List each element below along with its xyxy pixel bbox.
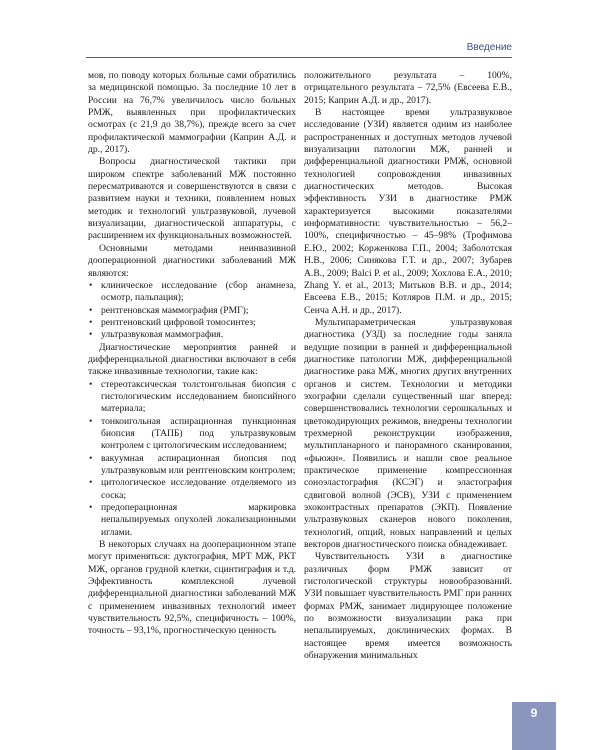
left-column xyxy=(88,70,296,638)
right-paragraph-2: В настоящее время ультразвуковое исследование (УЗИ) является одним из наиболее распространенных и доступных методов лучевой визуализации патологии МЖ, ранней и дифференциальной диагностики РМЖ, основной технологией сопровождения инвазивных диагностических методов. Высокая эффективность УЗИ в диагностике РМЖ характеризуется высокими показателями информативности: чувствительностью – 56,2–100%, специфичностью – 45–98% (Трофимова Е.Ю., 2002; Корженкова Г.П., 2004; Заболотская Н.В., 2006; Синякова Г.Т. и др., 2007; Зубарев А.В., 2009; Balci P. et al., 2009; Хохлова Е.А., 2010; Zhang Y. et al., 2013; Митьков В.В. и др., 2014; Евсеева Е.В., 2015; Котляров П.М. и др., 2015; Сенча А.Н. и др., 2017). xyxy=(304,107,512,316)
right-paragraph-4: Чувствительность УЗИ в диагностике различных форм РМЖ зависит от гистологической структуры новообразований. УЗИ повышает чувствительность РМГ при ранних формах РМЖ, занимает лидирующее положение по возможности визуализации рака при непальпируемых, доклинических формах. В настоящее время имеется возможность обнаружения минимальных xyxy=(304,551,512,662)
page-number: 9 xyxy=(530,706,538,720)
left-paragraph-4: Диагностические мероприятия ранней и дифференциальной диагностики включают в себя также инвазивные технологии, такие как: xyxy=(88,341,296,378)
left-paragraph-3: Основными методами неинвазивной дооперационной диагностики заболеваний МЖ являются: xyxy=(88,242,296,279)
list-item: • рентгеновская маммография (РМГ); xyxy=(88,305,296,317)
right-column xyxy=(304,70,512,663)
list-item: • вакуумная аспирационная биопсия под ультразвуковым или рентгеновским контролем; xyxy=(88,453,296,478)
list-item: • рентгеновский цифровой томосинтез; xyxy=(88,317,296,329)
right-paragraph-1: положительного результата – 100%, отрицательного результата – 72,5% (Евсеева Е.В., 2015; Каприн А.Д. и др., 2017). xyxy=(304,70,512,106)
list-item: • клиническое исследование (сбор анамнеза, осмотр, пальпация); xyxy=(88,280,296,305)
header-section-label: Введение xyxy=(466,42,512,53)
list-item: • ультразвуковая маммография. xyxy=(88,329,296,341)
list-item: • стереотаксическая толстоигольная биопсия с гистологическим исследованием биопсийного материала; xyxy=(88,379,296,416)
left-paragraph-5: В некоторых случаях на дооперационном этапе могут применяться: дуктография, МРТ МЖ, РКТ МЖ, органов грудной клетки, сцинтиграфия и т.д. Эффективность комплексной лучевой дифференциальной диагностики заболеваний МЖ с применением инвазивных технологий имеет чувствительность 92,5%, специфичность – 100%, точность – 93,1%, прогностическую ценность xyxy=(88,539,296,637)
header-rule xyxy=(86,57,512,58)
right-paragraph-3: Мультипараметрическая ультразвуковая диагностика (УЗД) за последние годы заняла ведущие позиции в ранней и дифференциальной диагностике патологии МЖ, дифференциальной диагностике рака МЖ, многих других внутренних органов и систем. Технологии и методики эхографии сделали существенный шаг вперед: совершенствовались технологии серошкальных и цветокодирующих режимов, внедрены технологии трехмерной реконструкции изображения, мультипланарного и панорамного сканирования, «фьюжн». Появились и нашли свое реальное практическое применение компрессионная соноэластография (КСЭГ) и эластография сдвиговой волной (ЭСВ), УЗИ с применением эхоконтрастных препаратов (ЭКП). Появление ультразвуковых сканеров нового поколения, технологий, опций, новых направлений и целых векторов диагностического поиска обнадеживает. xyxy=(304,316,512,551)
left-paragraph-1: мов, по поводу которых больные сами обратились за медицинской помощью. За последние 10 лет в России на 76,7% увеличилось число больных РМЖ, выявленных при профилактических осмотрах (с 21,9 до 38,7%), прежде всего за счет профилактической маммографии (Каприн А.Д. и др., 2017). xyxy=(88,70,296,156)
list-item: • цитологическое исследование отделяемого из соска; xyxy=(88,477,296,502)
list-item: • тонкоигольная аспирационная пункционная биопсия (ТАПБ) под ультразвуковым контролем с цитологическим исследованием; xyxy=(88,416,296,453)
left-paragraph-2: Вопросы диагностической тактики при широком спектре заболеваний МЖ постоянно пересматриваются и совершенствуются в связи с развитием науки и техники, появлением новых методик и технологий ультразвуковой, лучевой визуализации, диагностической аппаратуры, с расширением их функциональных возможностей. xyxy=(88,156,296,242)
invasive-methods-list xyxy=(88,379,296,539)
list-item: • предоперационная маркировка непальпируемых опухолей локализационными иглами. xyxy=(88,502,296,539)
noninvasive-methods-list xyxy=(88,280,296,342)
